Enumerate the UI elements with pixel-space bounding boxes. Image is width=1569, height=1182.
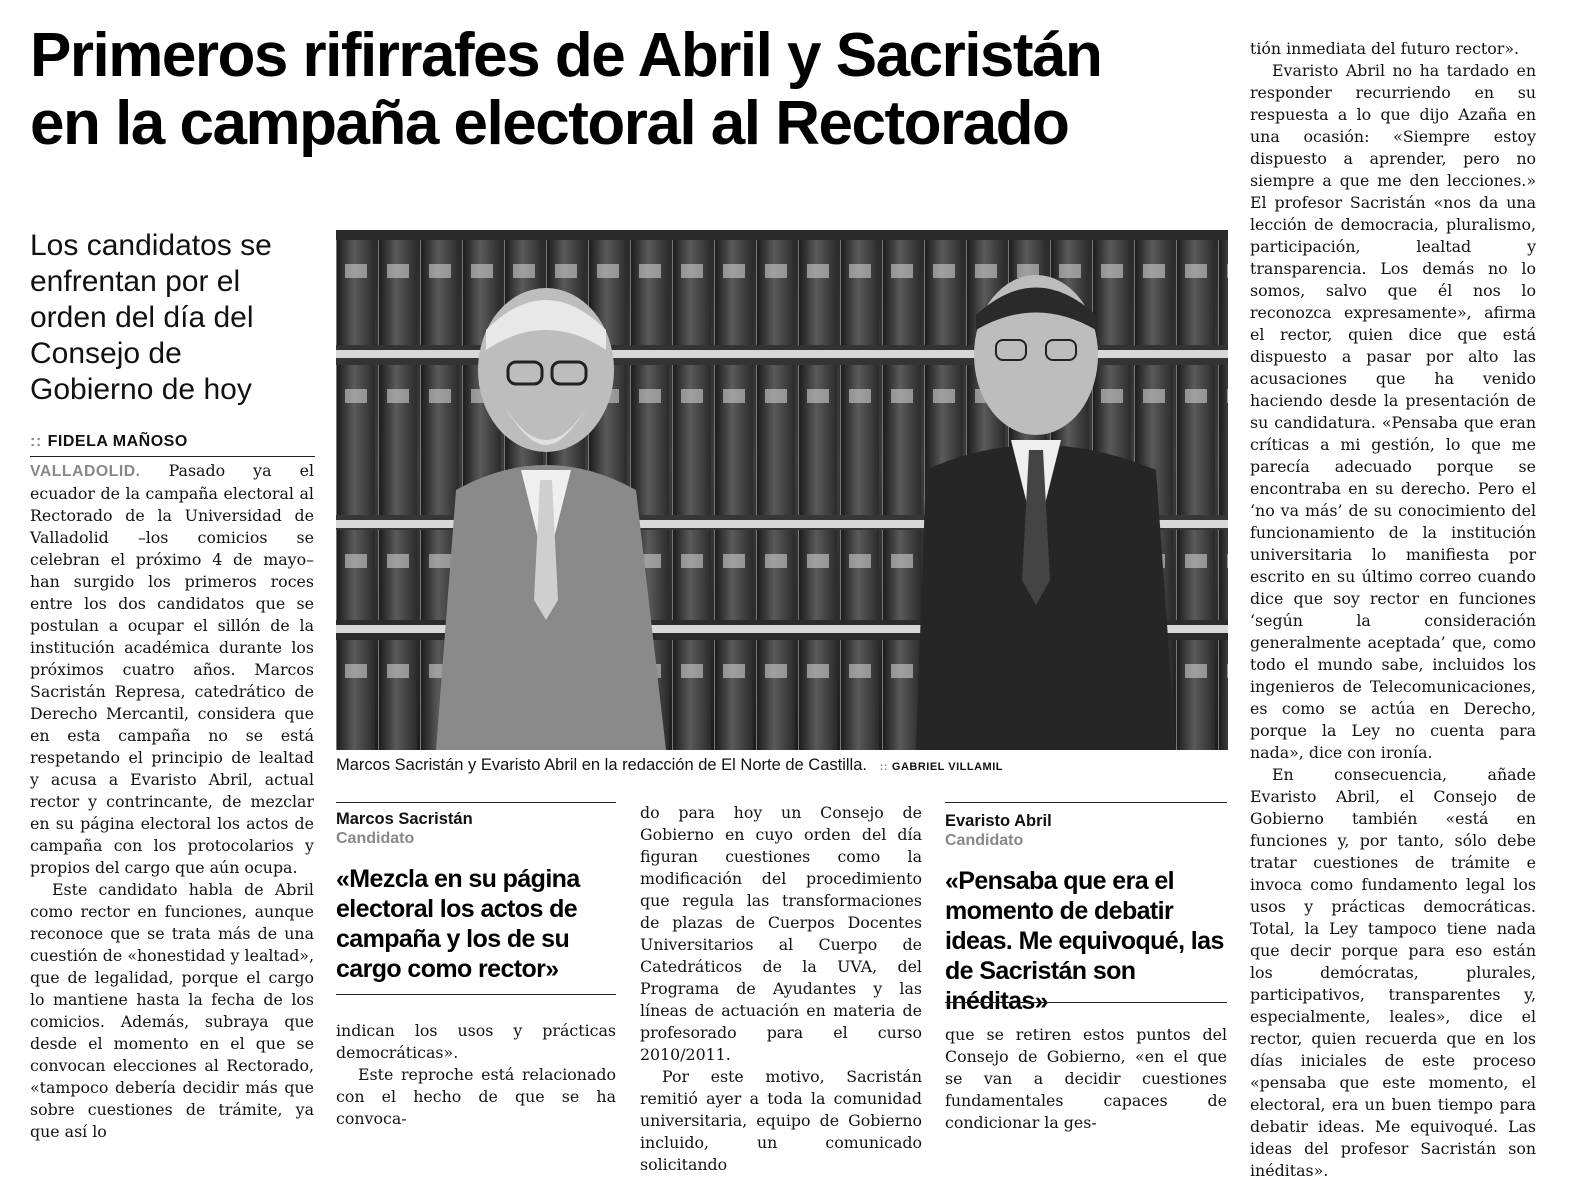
- quote2-bottom-rule: [945, 1002, 1227, 1003]
- paragraph: [30, 460, 314, 879]
- book-spine: [336, 640, 375, 750]
- book-spine: [714, 640, 753, 750]
- byline: [30, 433, 315, 451]
- subhead-line: Gobierno de hoy: [30, 373, 252, 406]
- book-spine: [1218, 240, 1228, 345]
- book-spine: [336, 365, 375, 515]
- quote-author-name: Evaristo Abril: [945, 812, 1052, 830]
- quote-author-role: Candidato: [945, 832, 1024, 849]
- book-spine: [840, 640, 879, 750]
- paragraph: Este reproche está relacionado con el hecho de que se ha convoca-: [336, 1065, 616, 1128]
- dateline-place: VALLADOLID.: [30, 463, 141, 480]
- paragraph: En consecuencia, añade Evaristo Abril, el Consejo de Gobierno también «está en funciones y, por tanto, sólo debe tratar cuestiones de trámite e invoca como fundamento legal los usos y prácticas democráticas. Total, la Ley tampoco tiene nada que decir porque para eso están los demócratas, plurales, participativos, transparentes y, especialmente, leales», dice el rector, quien recuerda que en los días iniciales de este proceso «pensaba que este momento, el electoral, era un buen tiempo para debatir ideas. Me equivoqué. Las ideas del profesor Sacristán son inéditas».: [1250, 765, 1536, 1180]
- quote1-top-rule: [336, 802, 616, 803]
- quote1-bottom-rule: [336, 994, 616, 995]
- book-spine: [714, 240, 753, 345]
- paragraph: do para hoy un Consejo de Gobierno en cuyo orden del día figuran cuestiones como la modificación del procedimiento que regula las transformaciones de plazas de Cuerpos Docentes Universitarios al Cuerpo de Catedráticos de la UVA, del Programa de Ayudantes y las líneas de actuación en materia de profesorado para el curso 2010/2011.: [640, 803, 922, 1064]
- book-spine: [798, 365, 837, 515]
- subhead-line: enfrentan por el: [30, 265, 241, 298]
- book-spine: [672, 640, 711, 750]
- book-spine: [378, 640, 417, 750]
- book-spine: [672, 240, 711, 345]
- book-spine: [840, 365, 879, 515]
- photo-candidates: [336, 230, 1228, 750]
- person-right-figure: [896, 260, 1196, 750]
- book-spine: [798, 640, 837, 750]
- headline-line-1: Primeros rifirrafes de Abril y Sacristán: [30, 21, 1102, 90]
- article-column-3: [640, 802, 922, 1176]
- credit-text: GABRIEL VILLAMIL: [891, 761, 1003, 773]
- paragraph-text: Pasado ya el ecuador de la campaña electoral al Rectorado de la Universidad de Valladolid –los comicios se celebran el próximo 4 de mayo– han surgido los primeros roces entre los dos candidatos que se postulan a ocupar el sillón de la institución académica durante los próximos cuatro años. Marcos Sacristán Represa, catedrático de Derecho Mercantil, considera que en esta campaña no se está respetando el principio de lealtad y acusa a Evaristo Abril, actual rector y contrincante, de mezclar en su página electoral los actos de campaña con los protocolarios y propios del cargo que aún ocupa.: [30, 461, 314, 877]
- paragraph: indican los usos y prácticas democráticas».: [336, 1021, 616, 1062]
- book-spine: [672, 530, 711, 620]
- headline-line-2: en la campaña electoral al Rectorado: [30, 89, 1069, 158]
- book-spine: [378, 530, 417, 620]
- book-spine: [840, 240, 879, 345]
- book-spine: [714, 365, 753, 515]
- person-left-figure: [416, 270, 676, 750]
- quote-text: «Pensaba que era el momento de debatir ideas. Me equivoqué, las de Sacristán son inéditas»: [945, 867, 1224, 1015]
- book-spine: [672, 365, 711, 515]
- paragraph: Evaristo Abril no ha tardado en responder recurriendo en su respuesta a lo que dijo Azaña en una ocasión: «Siempre estoy dispuesto a aprender, pero no siempre a que me den lecciones.» El profesor Sacristán «nos da una lección de democracia, pluralismo, participación, lealtad y transparencia. Los demás no lo somos, salvo que él nos lo reconozca expresamente», afirma el rector, quien dice que está dispuesto a pasar por alto las acusaciones que ha venido haciendo desde la presentación de su candidatura. «Pensaba que eran críticas a mi gestión, lo que me parecía adecuado porque se encontraba en su derecho. Pero el ‘no va más’ de su conocimiento del funcionamiento de la institución universitaria lo manifiesta por escrito en su último correo cuando dice que soy rector en funciones ‘según la consideración generalmente aceptada’ que, como todo el mundo sabe, incluidos los ingenieros de Telecomunicaciones, es como se actúa en Derecho, porque la Ley no cuenta para nada», dice con ironía.: [1250, 61, 1536, 762]
- book-spine: [1218, 530, 1228, 620]
- book-spine: [756, 530, 795, 620]
- book-spine: [378, 240, 417, 345]
- caption-text: Marcos Sacristán y Evaristo Abril en la redacción de El Norte de Castilla.: [336, 756, 867, 774]
- photo-caption: [336, 756, 1236, 775]
- book-spine: [1218, 640, 1228, 750]
- quote2-top-rule: [945, 802, 1227, 803]
- book-spine: [756, 240, 795, 345]
- quote-author-name: Marcos Sacristán: [336, 810, 473, 828]
- book-spine: [840, 530, 879, 620]
- book-spine: [336, 240, 375, 345]
- byline-author: FIDELA MAÑOSO: [47, 433, 188, 450]
- paragraph: Este candidato habla de Abril como rector en funciones, aunque reconoce que se trata más de una cuestión de «honestidad y lealtad», que de legalidad, porque el cargo lo mantiene hasta la fecha de los comicios. Además, subraya que desde el momento en el que se convocan elecciones al Rectorado, «tampoco debería decidir más que sobre cuestiones de trámite, ya que así lo: [30, 880, 314, 1141]
- book-spine: [798, 530, 837, 620]
- book-spine: [714, 530, 753, 620]
- quote-author-role: Candidato: [336, 830, 415, 847]
- paragraph: tión inmediata del futuro rector».: [1250, 39, 1520, 58]
- article-column-5: [1250, 38, 1536, 1182]
- article-column-4: [945, 1024, 1227, 1134]
- paragraph: Por este motivo, Sacristán remitió ayer a toda la comunidad universitaria, equipo de Gobierno incluido, un comunicado solicitando: [640, 1067, 922, 1174]
- byline-rule: [30, 456, 315, 457]
- photo-credit: [880, 761, 1003, 773]
- pull-quote-sacristan: [336, 810, 616, 984]
- quote-text: «Mezcla en su página electoral los actos de campaña y los de su cargo como rector»: [336, 865, 580, 983]
- book-spine: [336, 530, 375, 620]
- article-column-1: [30, 460, 314, 1143]
- byline-mark: ::: [30, 433, 42, 450]
- book-spine: [1218, 365, 1228, 515]
- book-spine: [756, 640, 795, 750]
- article-column-2: [336, 1020, 616, 1130]
- book-spine: [798, 240, 837, 345]
- headline: [30, 22, 1235, 158]
- book-spine: [378, 365, 417, 515]
- credit-mark: ::: [879, 761, 888, 773]
- subhead-line: Consejo de: [30, 337, 182, 370]
- subhead-line: Los candidatos se: [30, 229, 272, 262]
- subheadline: [30, 228, 320, 408]
- paragraph: que se retiren estos puntos del Consejo de Gobierno, «en el que se van a decidir cuestiones fundamentales capaces de condicionar la ges-: [945, 1025, 1227, 1132]
- subhead-line: orden del día del: [30, 301, 254, 334]
- pull-quote-abril: [945, 812, 1227, 1016]
- book-spine: [756, 365, 795, 515]
